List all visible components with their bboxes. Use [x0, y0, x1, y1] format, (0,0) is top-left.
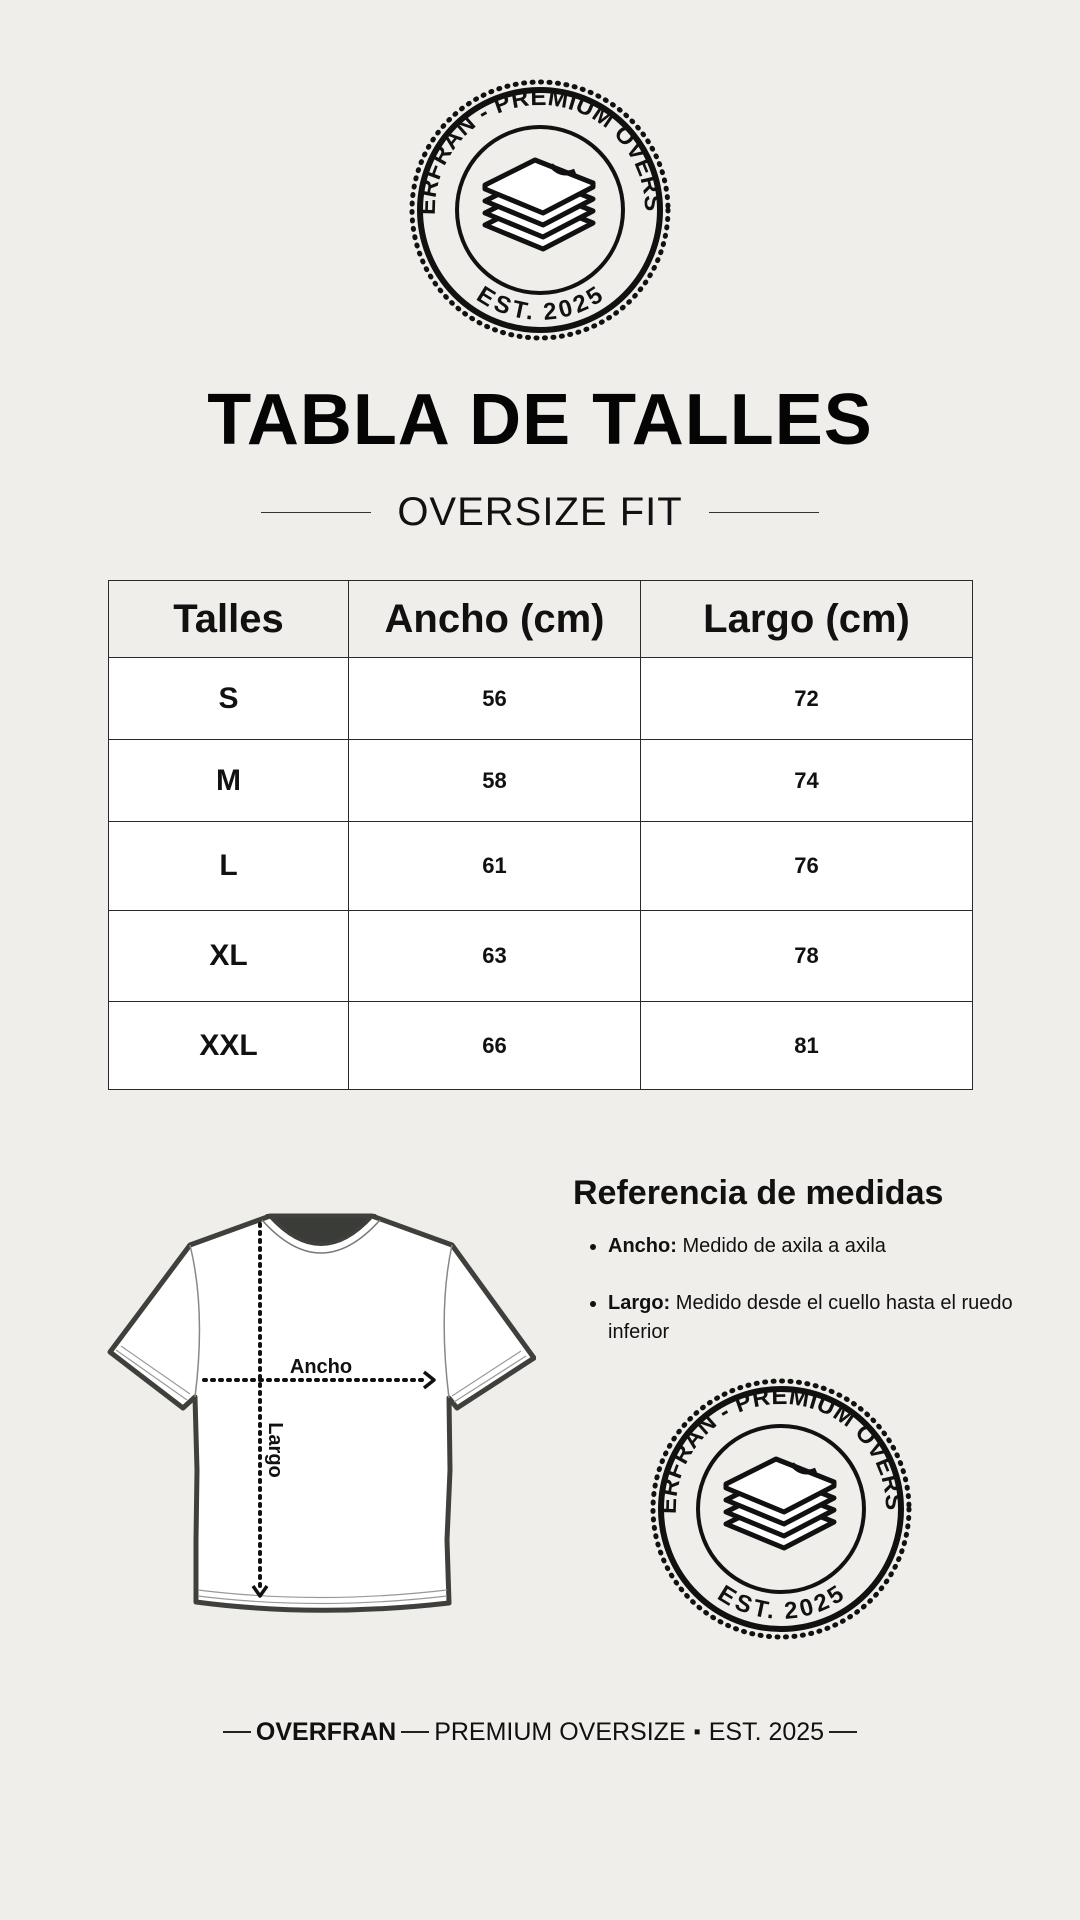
- footer-divider: [829, 1731, 857, 1733]
- table-row: [109, 911, 973, 1002]
- width-label: Ancho: [289, 1356, 353, 1378]
- page-subtitle: OVERSIZE FIT: [397, 489, 683, 534]
- reference-title: Referencia de medidas: [573, 1174, 944, 1212]
- brand-logo-bottom: [648, 1376, 914, 1642]
- subtitle-divider-right: [709, 512, 819, 513]
- reference-term: Largo:: [608, 1292, 671, 1314]
- footer-divider: [401, 1731, 429, 1733]
- list-item: [608, 1289, 1048, 1347]
- footer-divider: [223, 1731, 251, 1733]
- size-table: [108, 580, 973, 1090]
- folded-shirts-icon: [485, 160, 593, 249]
- width-cell: 61: [349, 822, 641, 911]
- length-cell: 78: [641, 911, 973, 1002]
- table-row: [109, 822, 973, 911]
- table-row: [109, 740, 973, 822]
- table-row: [109, 1002, 973, 1090]
- width-cell: 56: [349, 658, 641, 740]
- length-cell: 74: [641, 740, 973, 822]
- reference-term: Ancho:: [608, 1235, 677, 1257]
- length-cell: 81: [641, 1002, 973, 1090]
- length-label: Largo: [264, 1422, 286, 1478]
- brand-logo-top: [407, 77, 673, 343]
- reference-desc: Medido desde el cuello hasta el ruedo inferior: [608, 1292, 1013, 1343]
- footer: [0, 1714, 1080, 1750]
- logo-est-text: EST. 2025: [712, 1580, 850, 1625]
- reference-desc: Medido de axila a axila: [682, 1235, 886, 1257]
- page-title: TABLA DE TALLES: [207, 380, 873, 460]
- width-cell: 63: [349, 911, 641, 1002]
- length-cell: 72: [641, 658, 973, 740]
- subtitle-divider-left: [261, 512, 371, 513]
- reference-list: [584, 1232, 1048, 1375]
- footer-est: EST. 2025: [708, 1717, 825, 1746]
- size-cell: S: [109, 658, 349, 740]
- size-cell: M: [109, 740, 349, 822]
- logo-est-text: EST. 2025: [471, 281, 609, 326]
- length-cell: 76: [641, 822, 973, 911]
- footer-brand: OVERFRAN: [255, 1717, 397, 1746]
- tshirt-icon: [110, 1216, 534, 1610]
- logo-ring-text: ERFRAN - PREMIUM OVERS: [413, 83, 667, 216]
- folded-shirts-icon: [726, 1459, 834, 1548]
- table-header-row: [109, 581, 973, 658]
- header-length: Largo (cm): [641, 581, 973, 658]
- width-cell: 58: [349, 740, 641, 822]
- tshirt-diagram: [106, 1210, 536, 1620]
- size-cell: XL: [109, 911, 349, 1002]
- table-row: [109, 658, 973, 740]
- size-cell: XXL: [109, 1002, 349, 1090]
- subtitle-row: [0, 488, 1080, 536]
- size-cell: L: [109, 822, 349, 911]
- header-size: Talles: [109, 581, 349, 658]
- footer-bullet: ▪: [693, 1720, 701, 1743]
- width-cell: 66: [349, 1002, 641, 1090]
- list-item: [608, 1232, 1048, 1261]
- header-width: Ancho (cm): [349, 581, 641, 658]
- logo-ring-text: ERFRAN - PREMIUM OVERS: [654, 1382, 908, 1515]
- footer-tagline: PREMIUM OVERSIZE: [434, 1717, 686, 1746]
